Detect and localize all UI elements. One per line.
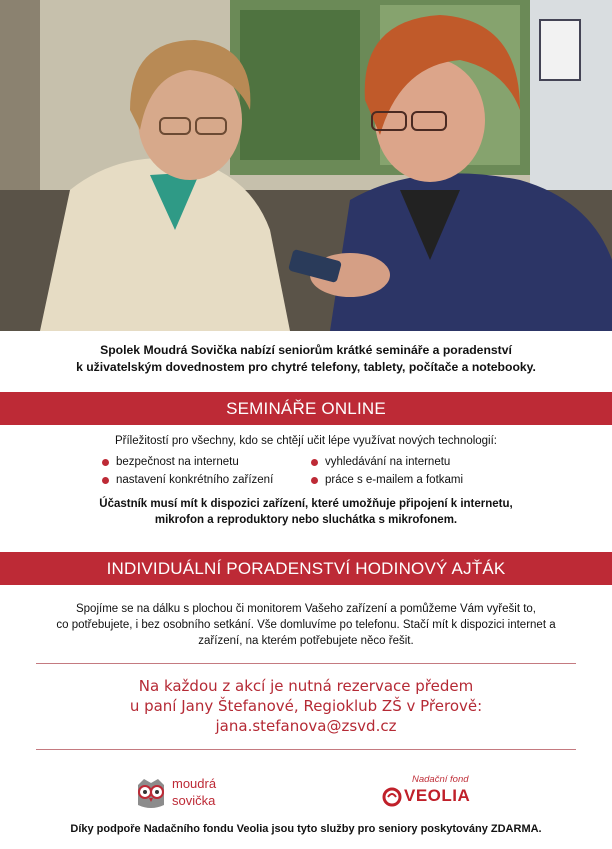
bullet-dot-icon bbox=[102, 477, 109, 484]
requirements-notice bbox=[40, 496, 572, 528]
veolia-swirl-icon bbox=[382, 787, 402, 807]
notice-line-2: mikrofon a reproduktory nebo sluchátka s mikrofonem. bbox=[154, 514, 458, 526]
logo-text-veolia: VEOLIA bbox=[404, 786, 471, 805]
reservation-info bbox=[0, 676, 612, 736]
intro-text bbox=[24, 342, 588, 376]
individual-text bbox=[30, 601, 582, 649]
bullet-item bbox=[116, 456, 239, 468]
bullet-item bbox=[325, 456, 450, 468]
header-photo bbox=[0, 0, 612, 331]
seminars-lead: Příležitostí pro všechny, kdo se chtějí učit lépe využívat nových technologií: bbox=[114, 435, 498, 447]
intro-line-1: Spolek Moudrá Sovička nabízí seniorům krátké semináře a poradenství bbox=[100, 343, 512, 357]
logo-text-moudra: moudrá bbox=[172, 776, 217, 791]
divider bbox=[36, 663, 576, 664]
bullet-text: nastavení konkrétního zařízení bbox=[116, 474, 274, 486]
footer-text: Díky podpoře Nadačního fondu Veolia jsou tyto služby pro seniory poskytovány ZDARMA. bbox=[70, 823, 542, 835]
reservation-email-link[interactable]: jana.stefanova@zsvd.cz bbox=[215, 717, 397, 735]
reservation-line-2: u paní Jany Štefanové, Regioklub ZŠ v Přerově: bbox=[129, 697, 483, 715]
intro-line-2: k uživatelským dovednostem pro chytré telefony, tablety, počítače a notebooky. bbox=[76, 360, 536, 374]
veolia-logo bbox=[382, 772, 492, 812]
individual-line-3: zařízení, na kterém potřebujete něco řešit. bbox=[198, 635, 414, 647]
bullet-item bbox=[116, 474, 273, 486]
bullet-text: bezpečnost na internetu bbox=[116, 456, 239, 468]
notice-line-1: Účastník musí mít k dispozici zařízení, které umožňuje připojení k internetu, bbox=[99, 498, 513, 510]
logo-text-nadacni-fond: Nadační fond bbox=[412, 774, 469, 785]
individual-line-1: Spojíme se na dálku s plochou či monitorem Vašeho zařízení a pomůžeme Vám vyřešit to, bbox=[75, 603, 536, 615]
owl-icon bbox=[134, 777, 168, 811]
bullet-dot-icon bbox=[102, 459, 109, 466]
reservation-line-1: Na každou z akcí je nutná rezervace předem bbox=[138, 677, 474, 695]
seniors-photo-illustration bbox=[0, 0, 612, 331]
seminars-heading: SEMINÁŘE ONLINE bbox=[0, 392, 612, 425]
logo-text-sovicka: sovička bbox=[172, 793, 216, 808]
divider bbox=[36, 749, 576, 750]
individual-heading: INDIVIDUÁLNÍ PORADENSTVÍ HODINOVÝ AJŤÁK bbox=[0, 552, 612, 585]
bullet-text: vyhledávání na internetu bbox=[325, 456, 451, 468]
bullet-item bbox=[325, 474, 463, 486]
bullet-text: práce s e-mailem a fotkami bbox=[325, 474, 464, 486]
individual-line-2: co potřebujete, i bez osobního setkání. Vše domluvíme po telefonu. Stačí mít k dispozici internet a bbox=[56, 619, 556, 631]
bullet-dot-icon bbox=[311, 477, 318, 484]
bullet-dot-icon bbox=[311, 459, 318, 466]
moudra-sovicka-logo bbox=[134, 773, 244, 813]
